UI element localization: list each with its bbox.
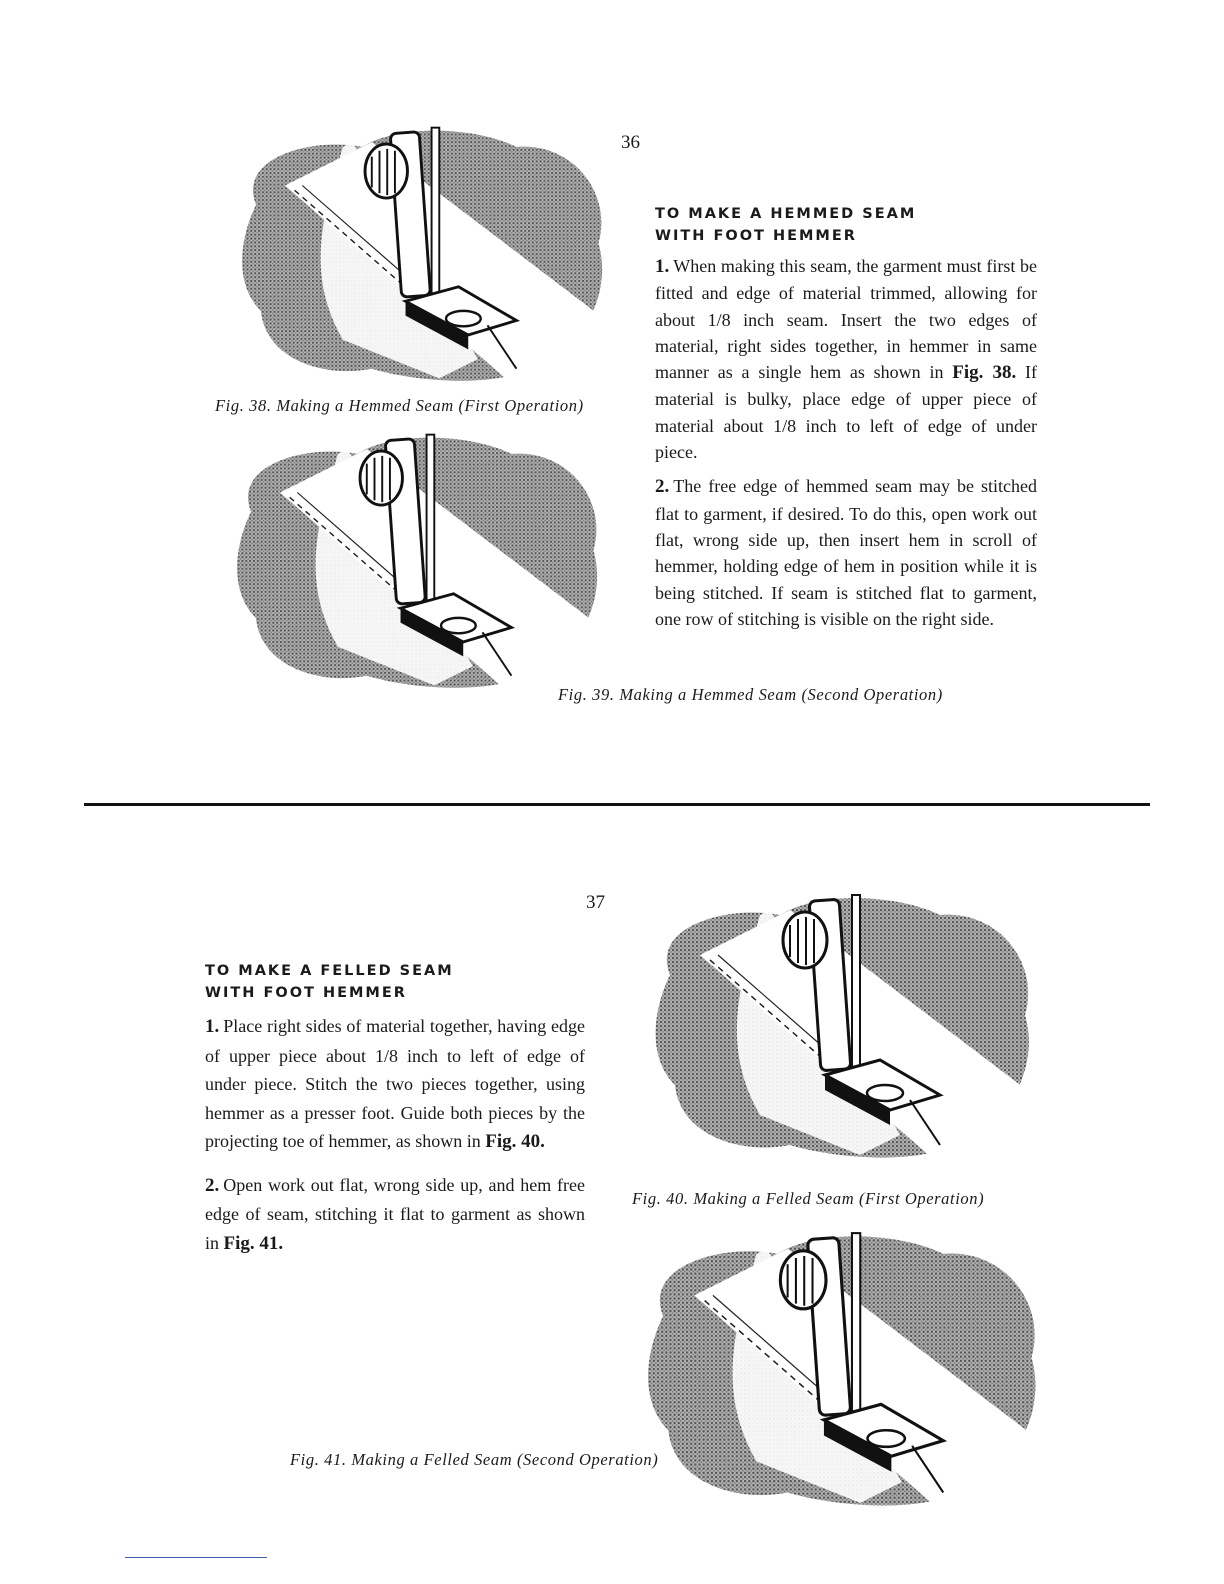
instructions: [655, 253, 1037, 632]
figure-39-caption: Fig. 39. Making a Hemmed Seam (Second Operation): [558, 685, 943, 704]
figure-40-caption: Fig. 40. Making a Felled Seam (First Operation): [632, 1189, 985, 1208]
step-2: 2. Open work out flat, wrong side up, and hem free edge of seam, stitching it flat to garment as shown in Fig. 41.: [205, 1174, 585, 1254]
figure-38-caption: Fig. 38. Making a Hemmed Seam (First Operation): [215, 396, 584, 415]
presser-foot-hemmer-art: [632, 1218, 1047, 1518]
section-heading: TO MAKE A FELLED SEAM WITH FOOT HEMMER: [205, 963, 454, 1001]
step-2: 2. The free edge of hemmed seam may be stitched flat to garment, if desired. To do this, open work out flat, wrong side up, then insert hem in scroll of hemmer, holding edge of hem in position while it is being stitched. If seam is stitched flat to garment, one row of stitching is visible on the right side.: [655, 476, 1037, 629]
footer-rule: [125, 1557, 267, 1558]
section-heading: TO MAKE A HEMMED SEAM WITH FOOT HEMMER: [655, 206, 917, 244]
figure-39-illustration: [215, 425, 615, 695]
page-number-37: 37: [586, 892, 605, 913]
page-divider: [84, 803, 1150, 806]
instructions: [205, 1012, 585, 1258]
figure-41-caption: Fig. 41. Making a Felled Seam (Second Operation): [290, 1450, 659, 1469]
figure-40-illustration: [640, 880, 1040, 1170]
presser-foot-hemmer-art: [220, 118, 620, 388]
page-number-36: 36: [621, 132, 640, 153]
figure-reference: Fig. 41.: [223, 1232, 284, 1254]
figure-41-illustration: [632, 1218, 1047, 1518]
presser-foot-hemmer-art: [640, 880, 1040, 1170]
step-1: 1. When making this seam, the garment must first be fitted and edge of material trimmed, allowing for about 1/8 inch seam. Insert the two edges of material, right sides together, in hemmer in same manner as a single hem as shown in Fig. 38. If material is bulky, place edge of upper piece of material about 1/8 inch to left of edge of under piece.: [655, 256, 1038, 463]
figure-reference: Fig. 40.: [485, 1131, 545, 1152]
step-1: 1. Place right sides of material together, having edge of upper piece about 1/8 inch to left of edge of under piece. Stitch the two pieces together, using hemmer as a presser foot. Guide both pieces by the projecting toe of hemmer, as shown in Fig. 40.: [205, 1016, 585, 1152]
figure-38-illustration: [220, 118, 620, 388]
presser-foot-hemmer-art: [215, 425, 615, 695]
hemmed-seam-section: [655, 203, 1037, 640]
figure-reference: Fig. 38.: [952, 362, 1017, 384]
felled-seam-section: [205, 960, 585, 1266]
